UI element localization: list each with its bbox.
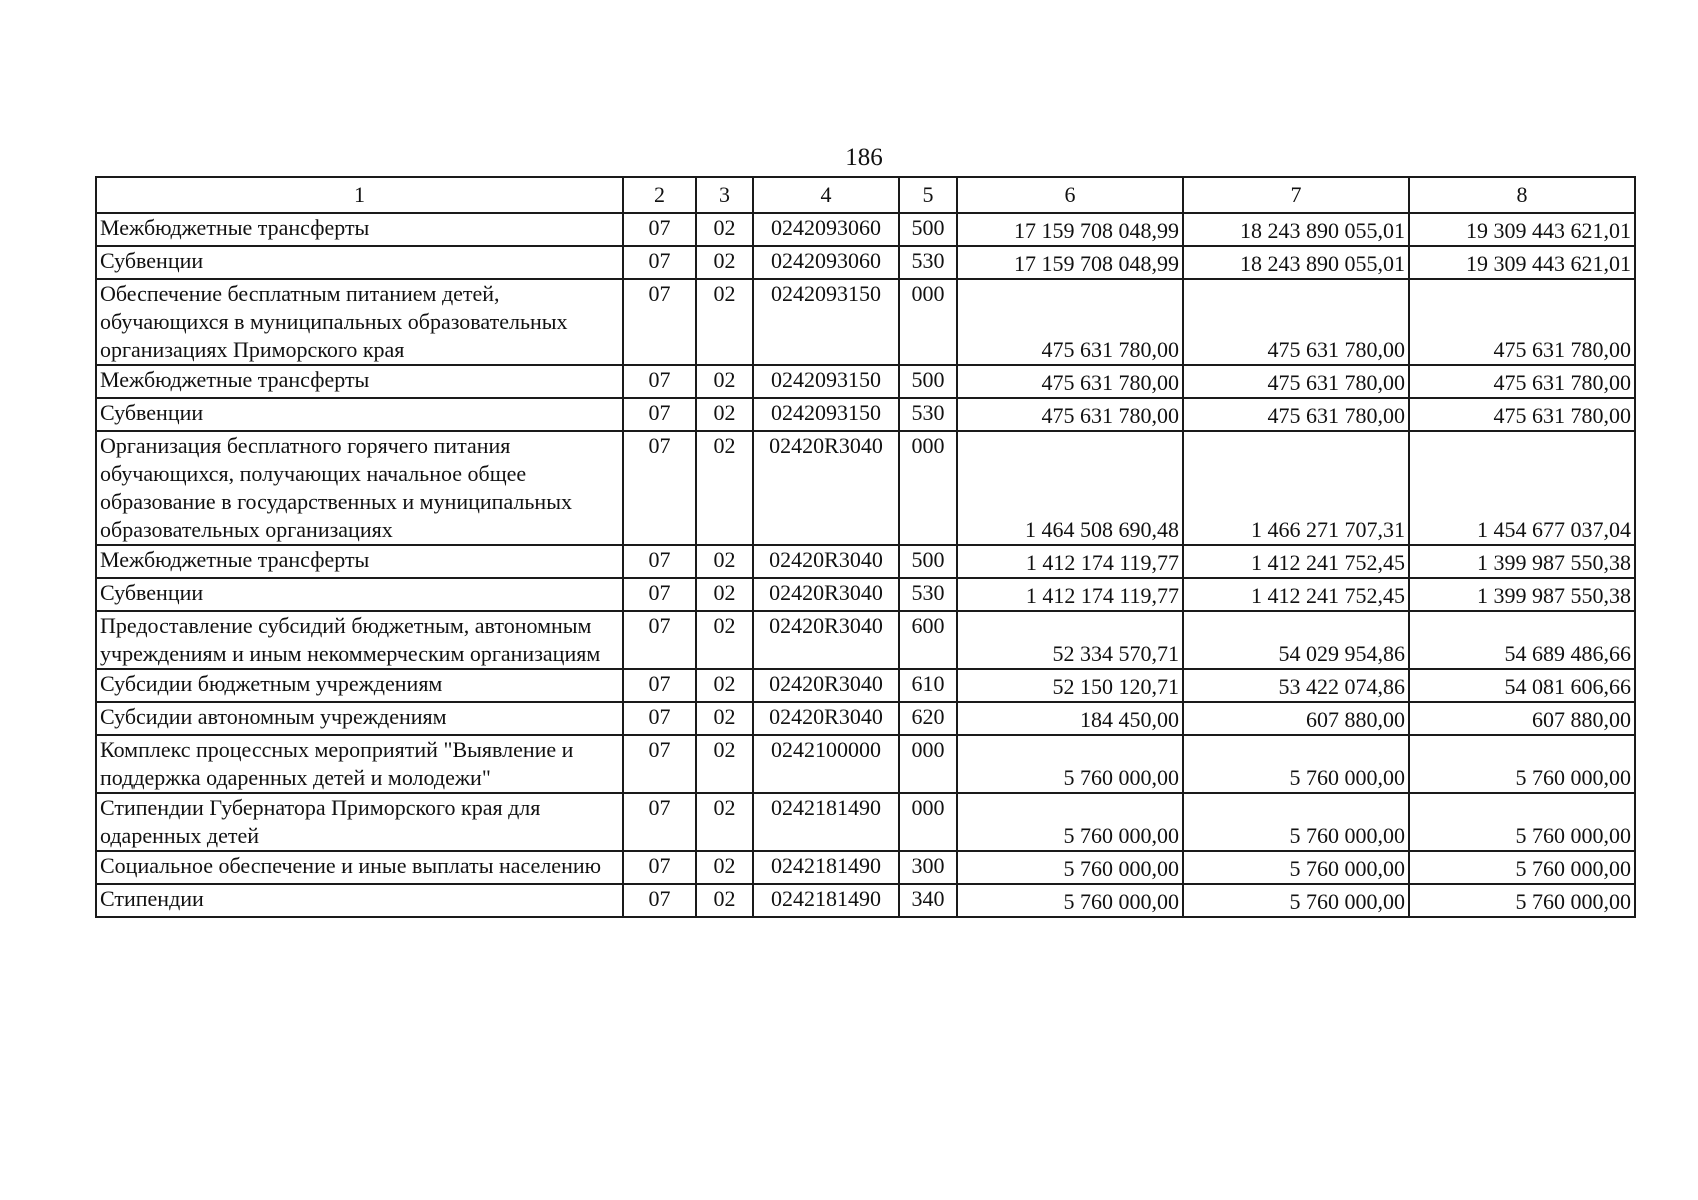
amount-col8-cell: 5 760 000,00 <box>1409 735 1635 793</box>
amount-col6-cell: 1 412 174 119,77 <box>957 578 1183 611</box>
amount-col7-cell: 53 422 074,86 <box>1183 669 1409 702</box>
target-article-cell: 02420R3040 <box>753 431 899 545</box>
expense-type-cell: 000 <box>899 279 957 365</box>
amount-col8-cell: 475 631 780,00 <box>1409 365 1635 398</box>
amount-col7-cell: 5 760 000,00 <box>1183 884 1409 917</box>
expense-name-cell: Субвенции <box>96 578 623 611</box>
expense-name-cell: Субвенции <box>96 246 623 279</box>
amount-col7-cell: 475 631 780,00 <box>1183 279 1409 365</box>
expense-type-cell: 610 <box>899 669 957 702</box>
expense-type-cell: 500 <box>899 365 957 398</box>
section-code-cell: 07 <box>623 431 696 545</box>
target-article-cell: 02420R3040 <box>753 669 899 702</box>
target-article-cell: 0242093150 <box>753 279 899 365</box>
expense-name-cell: Субвенции <box>96 398 623 431</box>
section-code-cell: 07 <box>623 669 696 702</box>
subsection-code-cell: 02 <box>696 851 753 884</box>
target-article-cell: 0242181490 <box>753 851 899 884</box>
expense-name-cell: Межбюджетные трансферты <box>96 545 623 578</box>
amount-col8-cell: 5 760 000,00 <box>1409 793 1635 851</box>
column-header: 4 <box>753 177 899 213</box>
amount-col6-cell: 5 760 000,00 <box>957 851 1183 884</box>
amount-col8-cell: 607 880,00 <box>1409 702 1635 735</box>
amount-col6-cell: 475 631 780,00 <box>957 365 1183 398</box>
table-row <box>96 793 1635 851</box>
amount-col6-cell: 52 334 570,71 <box>957 611 1183 669</box>
amount-col7-cell: 475 631 780,00 <box>1183 398 1409 431</box>
subsection-code-cell: 02 <box>696 365 753 398</box>
section-code-cell: 07 <box>623 365 696 398</box>
amount-col8-cell: 1 454 677 037,04 <box>1409 431 1635 545</box>
amount-col6-cell: 475 631 780,00 <box>957 279 1183 365</box>
subsection-code-cell: 02 <box>696 398 753 431</box>
target-article-cell: 02420R3040 <box>753 545 899 578</box>
amount-col7-cell: 5 760 000,00 <box>1183 851 1409 884</box>
column-header: 6 <box>957 177 1183 213</box>
amount-col8-cell: 54 081 606,66 <box>1409 669 1635 702</box>
table-row <box>96 884 1635 917</box>
subsection-code-cell: 02 <box>696 884 753 917</box>
subsection-code-cell: 02 <box>696 279 753 365</box>
header-row <box>96 177 1635 213</box>
expense-name-cell: Социальное обеспечение и иные выплаты населению <box>96 851 623 884</box>
page-number: 186 <box>845 144 883 171</box>
table-row <box>96 735 1635 793</box>
amount-col7-cell: 1 466 271 707,31 <box>1183 431 1409 545</box>
amount-col8-cell: 1 399 987 550,38 <box>1409 578 1635 611</box>
amount-col8-cell: 19 309 443 621,01 <box>1409 246 1635 279</box>
table-row <box>96 669 1635 702</box>
expense-type-cell: 530 <box>899 398 957 431</box>
expense-name-cell: Комплекс процессных мероприятий "Выявление и поддержка одаренных детей и молодежи" <box>96 735 623 793</box>
expense-type-cell: 000 <box>899 793 957 851</box>
target-article-cell: 02420R3040 <box>753 702 899 735</box>
subsection-code-cell: 02 <box>696 702 753 735</box>
expense-type-cell: 620 <box>899 702 957 735</box>
table-body <box>96 213 1635 917</box>
amount-col6-cell: 5 760 000,00 <box>957 884 1183 917</box>
subsection-code-cell: 02 <box>696 735 753 793</box>
amount-col7-cell: 475 631 780,00 <box>1183 365 1409 398</box>
expense-name-cell: Стипендии Губернатора Приморского края для одаренных детей <box>96 793 623 851</box>
subsection-code-cell: 02 <box>696 793 753 851</box>
amount-col6-cell: 475 631 780,00 <box>957 398 1183 431</box>
amount-col7-cell: 1 412 241 752,45 <box>1183 578 1409 611</box>
expense-name-cell: Межбюджетные трансферты <box>96 365 623 398</box>
expense-type-cell: 600 <box>899 611 957 669</box>
table-row <box>96 398 1635 431</box>
target-article-cell: 0242093150 <box>753 398 899 431</box>
section-code-cell: 07 <box>623 884 696 917</box>
target-article-cell: 0242093060 <box>753 246 899 279</box>
subsection-code-cell: 02 <box>696 669 753 702</box>
table-row <box>96 545 1635 578</box>
amount-col8-cell: 19 309 443 621,01 <box>1409 213 1635 246</box>
table-row <box>96 431 1635 545</box>
amount-col7-cell: 18 243 890 055,01 <box>1183 246 1409 279</box>
column-header: 2 <box>623 177 696 213</box>
amount-col7-cell: 607 880,00 <box>1183 702 1409 735</box>
section-code-cell: 07 <box>623 735 696 793</box>
target-article-cell: 0242093060 <box>753 213 899 246</box>
column-header: 5 <box>899 177 957 213</box>
subsection-code-cell: 02 <box>696 431 753 545</box>
expense-type-cell: 500 <box>899 213 957 246</box>
target-article-cell: 0242093150 <box>753 365 899 398</box>
section-code-cell: 07 <box>623 398 696 431</box>
expense-name-cell: Субсидии автономным учреждениям <box>96 702 623 735</box>
table-row <box>96 246 1635 279</box>
column-header: 3 <box>696 177 753 213</box>
table-row <box>96 702 1635 735</box>
amount-col6-cell: 1 412 174 119,77 <box>957 545 1183 578</box>
expense-name-cell: Обеспечение бесплатным питанием детей, обучающихся в муниципальных образовательных организациях Приморского края <box>96 279 623 365</box>
amount-col6-cell: 52 150 120,71 <box>957 669 1183 702</box>
subsection-code-cell: 02 <box>696 213 753 246</box>
section-code-cell: 07 <box>623 702 696 735</box>
table-row <box>96 851 1635 884</box>
subsection-code-cell: 02 <box>696 246 753 279</box>
expense-type-cell: 000 <box>899 431 957 545</box>
expense-name-cell: Субсидии бюджетным учреждениям <box>96 669 623 702</box>
expense-name-cell: Предоставление субсидий бюджетным, автономным учреждениям и иным некоммерческим организациям <box>96 611 623 669</box>
amount-col7-cell: 5 760 000,00 <box>1183 735 1409 793</box>
table-row <box>96 365 1635 398</box>
expense-name-cell: Организация бесплатного горячего питания обучающихся, получающих начальное общее образование в государственных и муниципальных образовательных организациях <box>96 431 623 545</box>
amount-col6-cell: 17 159 708 048,99 <box>957 246 1183 279</box>
expense-type-cell: 340 <box>899 884 957 917</box>
target-article-cell: 02420R3040 <box>753 578 899 611</box>
expense-type-cell: 530 <box>899 578 957 611</box>
amount-col6-cell: 1 464 508 690,48 <box>957 431 1183 545</box>
expense-type-cell: 530 <box>899 246 957 279</box>
section-code-cell: 07 <box>623 611 696 669</box>
amount-col6-cell: 17 159 708 048,99 <box>957 213 1183 246</box>
expense-type-cell: 300 <box>899 851 957 884</box>
section-code-cell: 07 <box>623 213 696 246</box>
subsection-code-cell: 02 <box>696 611 753 669</box>
amount-col6-cell: 5 760 000,00 <box>957 735 1183 793</box>
amount-col7-cell: 18 243 890 055,01 <box>1183 213 1409 246</box>
amount-col7-cell: 5 760 000,00 <box>1183 793 1409 851</box>
amount-col6-cell: 5 760 000,00 <box>957 793 1183 851</box>
section-code-cell: 07 <box>623 246 696 279</box>
section-code-cell: 07 <box>623 545 696 578</box>
table-row <box>96 213 1635 246</box>
amount-col8-cell: 475 631 780,00 <box>1409 279 1635 365</box>
section-code-cell: 07 <box>623 279 696 365</box>
expense-name-cell: Стипендии <box>96 884 623 917</box>
amount-col8-cell: 1 399 987 550,38 <box>1409 545 1635 578</box>
subsection-code-cell: 02 <box>696 578 753 611</box>
table-row <box>96 611 1635 669</box>
target-article-cell: 02420R3040 <box>753 611 899 669</box>
subsection-code-cell: 02 <box>696 545 753 578</box>
budget-table <box>95 176 1636 918</box>
section-code-cell: 07 <box>623 578 696 611</box>
section-code-cell: 07 <box>623 851 696 884</box>
expense-type-cell: 500 <box>899 545 957 578</box>
section-code-cell: 07 <box>623 793 696 851</box>
target-article-cell: 0242181490 <box>753 884 899 917</box>
column-header: 8 <box>1409 177 1635 213</box>
amount-col8-cell: 475 631 780,00 <box>1409 398 1635 431</box>
column-header: 7 <box>1183 177 1409 213</box>
expense-type-cell: 000 <box>899 735 957 793</box>
amount-col7-cell: 1 412 241 752,45 <box>1183 545 1409 578</box>
expense-name-cell: Межбюджетные трансферты <box>96 213 623 246</box>
amount-col6-cell: 184 450,00 <box>957 702 1183 735</box>
amount-col8-cell: 5 760 000,00 <box>1409 884 1635 917</box>
amount-col7-cell: 54 029 954,86 <box>1183 611 1409 669</box>
amount-col8-cell: 5 760 000,00 <box>1409 851 1635 884</box>
target-article-cell: 0242100000 <box>753 735 899 793</box>
table-row <box>96 279 1635 365</box>
amount-col8-cell: 54 689 486,66 <box>1409 611 1635 669</box>
table-row <box>96 578 1635 611</box>
column-header: 1 <box>96 177 623 213</box>
target-article-cell: 0242181490 <box>753 793 899 851</box>
